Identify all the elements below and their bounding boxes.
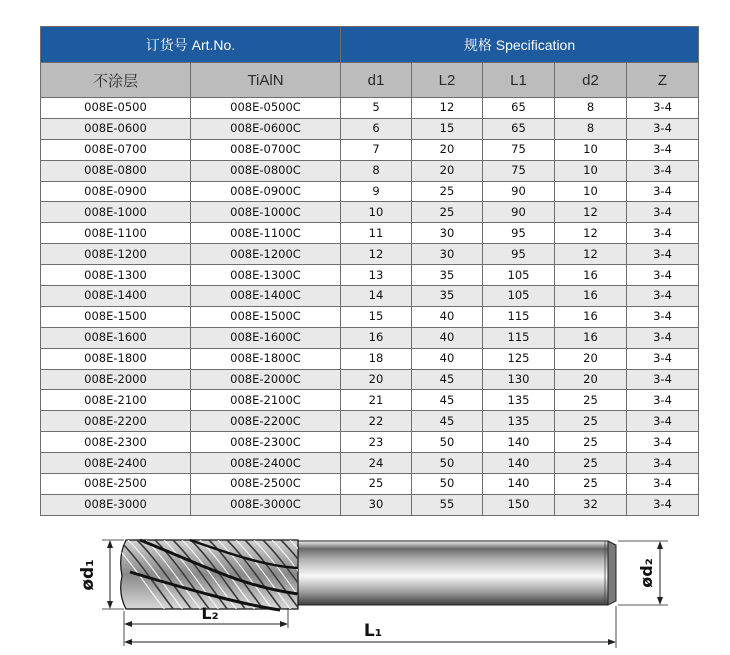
table-row (41, 348, 699, 369)
l2-dimension (124, 604, 288, 646)
tialn-art-no: 008E-2400C (191, 453, 341, 474)
d1-value: 9 (341, 181, 412, 202)
l1-value: 75 (483, 139, 555, 160)
table-row (41, 160, 699, 181)
l2-value: 20 (412, 160, 483, 181)
l1-value: 140 (483, 453, 555, 474)
l2-value: 25 (412, 202, 483, 223)
uncoated-art-no: 008E-1100 (41, 223, 191, 244)
group-header-row (41, 27, 699, 63)
col-header-uncoated: 不涂层 (41, 63, 191, 98)
table-row (41, 432, 699, 453)
l2-value: 40 (412, 348, 483, 369)
z-value: 3-4 (627, 494, 699, 515)
tialn-art-no: 008E-1600C (191, 327, 341, 348)
d2-value: 25 (555, 432, 627, 453)
column-header-row (41, 63, 699, 98)
d1-value: 12 (341, 244, 412, 265)
z-value: 3-4 (627, 139, 699, 160)
z-value: 3-4 (627, 306, 699, 327)
col-header-tialn: TiAlN (191, 63, 341, 98)
specification-group-header: 规格 Specification (341, 27, 699, 63)
d2-value: 8 (555, 98, 627, 119)
d1-value: 24 (341, 453, 412, 474)
table-row (41, 369, 699, 390)
z-value: 3-4 (627, 411, 699, 432)
d2-value: 20 (555, 369, 627, 390)
d2-label: ød₂ (637, 558, 656, 588)
uncoated-art-no: 008E-2100 (41, 390, 191, 411)
uncoated-art-no: 008E-1800 (41, 348, 191, 369)
z-value: 3-4 (627, 474, 699, 495)
d1-value: 18 (341, 348, 412, 369)
uncoated-art-no: 008E-1500 (41, 306, 191, 327)
col-header-d2: d2 (555, 63, 627, 98)
l2-value: 50 (412, 474, 483, 495)
table-row (41, 306, 699, 327)
d2-value: 10 (555, 160, 627, 181)
uncoated-art-no: 008E-0600 (41, 118, 191, 139)
d1-label: ød₁ (78, 559, 98, 591)
d2-value: 16 (555, 286, 627, 307)
tialn-art-no: 008E-1200C (191, 244, 341, 265)
tialn-art-no: 008E-0500C (191, 98, 341, 119)
tialn-art-no: 008E-1500C (191, 306, 341, 327)
z-value: 3-4 (627, 453, 699, 474)
l1-value: 150 (483, 494, 555, 515)
l2-value: 20 (412, 139, 483, 160)
uncoated-art-no: 008E-1000 (41, 202, 191, 223)
tialn-art-no: 008E-1100C (191, 223, 341, 244)
l1-value: 130 (483, 369, 555, 390)
d2-value: 16 (555, 306, 627, 327)
l1-value: 90 (483, 181, 555, 202)
l1-value: 75 (483, 160, 555, 181)
table-row (41, 181, 699, 202)
tialn-art-no: 008E-0800C (191, 160, 341, 181)
d1-value: 30 (341, 494, 412, 515)
table-row (41, 118, 699, 139)
tialn-art-no: 008E-1400C (191, 286, 341, 307)
l1-value: 95 (483, 223, 555, 244)
l2-value: 45 (412, 390, 483, 411)
tialn-art-no: 008E-2100C (191, 390, 341, 411)
uncoated-art-no: 008E-1200 (41, 244, 191, 265)
l1-value: 135 (483, 390, 555, 411)
uncoated-art-no: 008E-2400 (41, 453, 191, 474)
tialn-art-no: 008E-2000C (191, 369, 341, 390)
z-value: 3-4 (627, 244, 699, 265)
table-row (41, 327, 699, 348)
z-value: 3-4 (627, 286, 699, 307)
d1-value: 5 (341, 98, 412, 119)
col-header-z: Z (627, 63, 699, 98)
z-value: 3-4 (627, 98, 699, 119)
uncoated-art-no: 008E-0500 (41, 98, 191, 119)
d1-value: 7 (341, 139, 412, 160)
d1-value: 15 (341, 306, 412, 327)
d1-value: 8 (341, 160, 412, 181)
l2-value: 55 (412, 494, 483, 515)
l1-value: 125 (483, 348, 555, 369)
d1-value: 11 (341, 223, 412, 244)
uncoated-art-no: 008E-0800 (41, 160, 191, 181)
l1-label: L₁ (363, 621, 383, 641)
table-row (41, 474, 699, 495)
uncoated-art-no: 008E-2500 (41, 474, 191, 495)
d2-value: 25 (555, 411, 627, 432)
z-value: 3-4 (627, 118, 699, 139)
d2-value: 32 (555, 494, 627, 515)
tialn-art-no: 008E-0700C (191, 139, 341, 160)
d1-value: 22 (341, 411, 412, 432)
d1-value: 16 (341, 327, 412, 348)
col-header-l2: L2 (412, 63, 483, 98)
tialn-art-no: 008E-0600C (191, 118, 341, 139)
tialn-art-no: 008E-1300C (191, 265, 341, 286)
z-value: 3-4 (627, 348, 699, 369)
tialn-art-no: 008E-2200C (191, 411, 341, 432)
tialn-art-no: 008E-2500C (191, 474, 341, 495)
table-row (41, 202, 699, 223)
d1-value: 20 (341, 369, 412, 390)
d2-value: 10 (555, 181, 627, 202)
l1-value: 105 (483, 265, 555, 286)
d2-value: 20 (555, 348, 627, 369)
l2-value: 15 (412, 118, 483, 139)
d1-dimension (78, 540, 124, 609)
table-row (41, 390, 699, 411)
l1-value: 115 (483, 327, 555, 348)
l1-value: 95 (483, 244, 555, 265)
d2-value: 10 (555, 139, 627, 160)
l1-value: 115 (483, 306, 555, 327)
l1-value: 65 (483, 98, 555, 119)
table-row (41, 244, 699, 265)
l1-value: 90 (483, 202, 555, 223)
l2-value: 35 (412, 265, 483, 286)
uncoated-art-no: 008E-2300 (41, 432, 191, 453)
tialn-art-no: 008E-1000C (191, 202, 341, 223)
z-value: 3-4 (627, 369, 699, 390)
z-value: 3-4 (627, 160, 699, 181)
d1-value: 21 (341, 390, 412, 411)
table-row (41, 453, 699, 474)
col-header-l1: L1 (483, 63, 555, 98)
d1-value: 13 (341, 265, 412, 286)
z-value: 3-4 (627, 202, 699, 223)
l1-value: 105 (483, 286, 555, 307)
d2-value: 16 (555, 265, 627, 286)
d2-value: 8 (555, 118, 627, 139)
z-value: 3-4 (627, 432, 699, 453)
d2-value: 12 (555, 244, 627, 265)
uncoated-art-no: 008E-0900 (41, 181, 191, 202)
l1-dimension (124, 606, 616, 648)
l1-value: 65 (483, 118, 555, 139)
l1-value: 135 (483, 411, 555, 432)
d1-value: 10 (341, 202, 412, 223)
l2-value: 40 (412, 306, 483, 327)
d2-dimension (618, 541, 668, 605)
uncoated-art-no: 008E-2200 (41, 411, 191, 432)
spec-table-body (41, 98, 699, 516)
l2-value: 40 (412, 327, 483, 348)
art-no-group-header: 订货号 Art.No. (41, 27, 341, 63)
z-value: 3-4 (627, 390, 699, 411)
l1-value: 140 (483, 432, 555, 453)
table-row (41, 411, 699, 432)
l2-value: 50 (412, 453, 483, 474)
l2-value: 30 (412, 244, 483, 265)
table-row (41, 98, 699, 119)
col-header-d1: d1 (341, 63, 412, 98)
d1-value: 25 (341, 474, 412, 495)
d2-value: 25 (555, 474, 627, 495)
tialn-art-no: 008E-0900C (191, 181, 341, 202)
tialn-art-no: 008E-3000C (191, 494, 341, 515)
l1-value: 140 (483, 474, 555, 495)
l2-value: 30 (412, 223, 483, 244)
l2-label: L₂ (201, 604, 219, 623)
table-row (41, 139, 699, 160)
z-value: 3-4 (627, 265, 699, 286)
d2-value: 16 (555, 327, 627, 348)
z-value: 3-4 (627, 181, 699, 202)
end-mill-drawing (40, 524, 730, 655)
table-row (41, 265, 699, 286)
shank (288, 541, 616, 605)
uncoated-art-no: 008E-2000 (41, 369, 191, 390)
d1-value: 14 (341, 286, 412, 307)
l2-value: 12 (412, 98, 483, 119)
table-row (41, 223, 699, 244)
tialn-art-no: 008E-2300C (191, 432, 341, 453)
uncoated-art-no: 008E-1300 (41, 265, 191, 286)
tialn-art-no: 008E-1800C (191, 348, 341, 369)
l2-value: 35 (412, 286, 483, 307)
uncoated-art-no: 008E-1600 (41, 327, 191, 348)
l2-value: 25 (412, 181, 483, 202)
table-row (41, 286, 699, 307)
z-value: 3-4 (627, 223, 699, 244)
table-row (41, 494, 699, 515)
uncoated-art-no: 008E-0700 (41, 139, 191, 160)
l2-value: 50 (412, 432, 483, 453)
uncoated-art-no: 008E-3000 (41, 494, 191, 515)
d1-value: 23 (341, 432, 412, 453)
d2-value: 12 (555, 202, 627, 223)
uncoated-art-no: 008E-1400 (41, 286, 191, 307)
d2-value: 25 (555, 453, 627, 474)
d2-value: 25 (555, 390, 627, 411)
d1-value: 6 (341, 118, 412, 139)
spec-table (40, 26, 699, 516)
l2-value: 45 (412, 411, 483, 432)
d2-value: 12 (555, 223, 627, 244)
l2-value: 45 (412, 369, 483, 390)
z-value: 3-4 (627, 327, 699, 348)
